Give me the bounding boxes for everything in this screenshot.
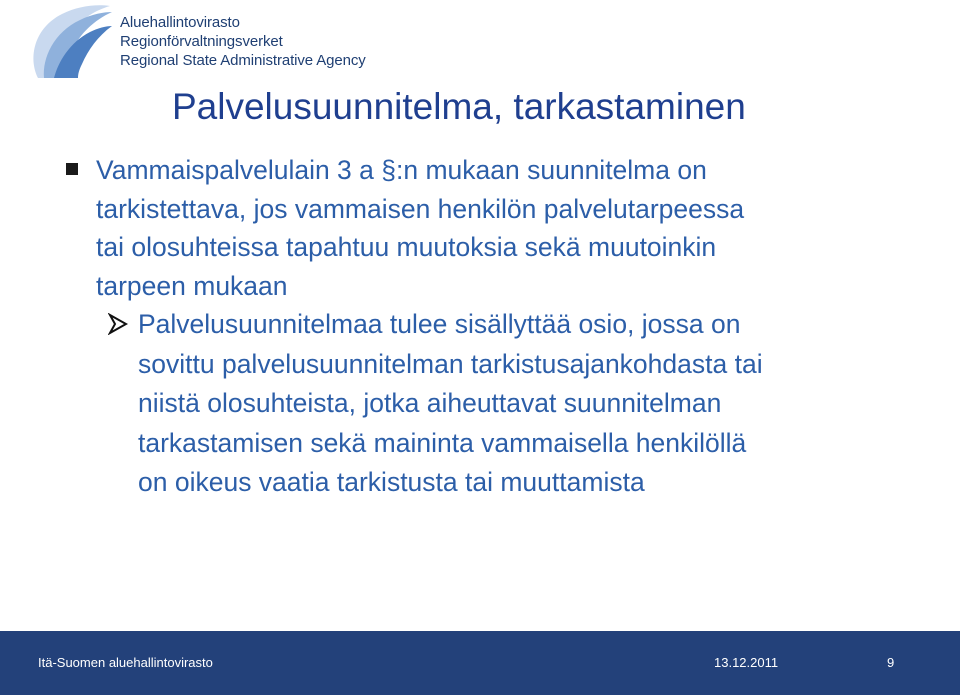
agency-logo [24,4,114,80]
slide-content [60,151,940,503]
square-bullet-icon [66,163,78,175]
sub-bullet-line: tarkastamisen sekä maininta vammaisella henkilöllä [138,427,747,458]
bullet-line: tarpeen mukaan [96,270,288,301]
agency-name-fi: Aluehallintovirasto [120,14,240,31]
agency-name-sv: Regionförvaltningsverket [120,33,283,50]
sub-bullet-line: niistä olosuhteista, jotka aiheuttavat suunnitelman [138,388,722,418]
slide-title: Palvelusuunnitelma, tarkastaminen [172,86,746,127]
sub-bullet-line: sovittu palvelusuunnitelman tarkistusajankohdasta tai [138,348,763,379]
footer-date: 13.12.2011 [714,655,779,670]
sub-bullet-line: Palvelusuunnitelmaa tulee sisällyttää osio, jossa on [138,309,741,339]
agency-name [120,13,366,70]
bullet-line: Vammaispalvelulain 3 a §:n mukaan suunnitelma on [96,155,707,185]
agency-name-en: Regional State Administrative Agency [120,52,366,69]
sub-bullet-item [60,305,940,503]
bullet-item [60,151,940,305]
footer-organization: Itä-Suomen aluehallintovirasto [38,655,213,670]
bullet-line: tai olosuhteissa tapahtuu muutoksia sekä muutoinkin [96,232,717,262]
footer-bar [0,631,960,695]
sub-bullet-line: on oikeus vaatia tarkistusta tai muuttamista [138,467,645,497]
arrow-bullet-icon [108,313,128,335]
bullet-line: tarkistettava, jos vammaisen henkilön palvelutarpeessa [96,193,745,224]
page-number: 9 [887,655,895,670]
